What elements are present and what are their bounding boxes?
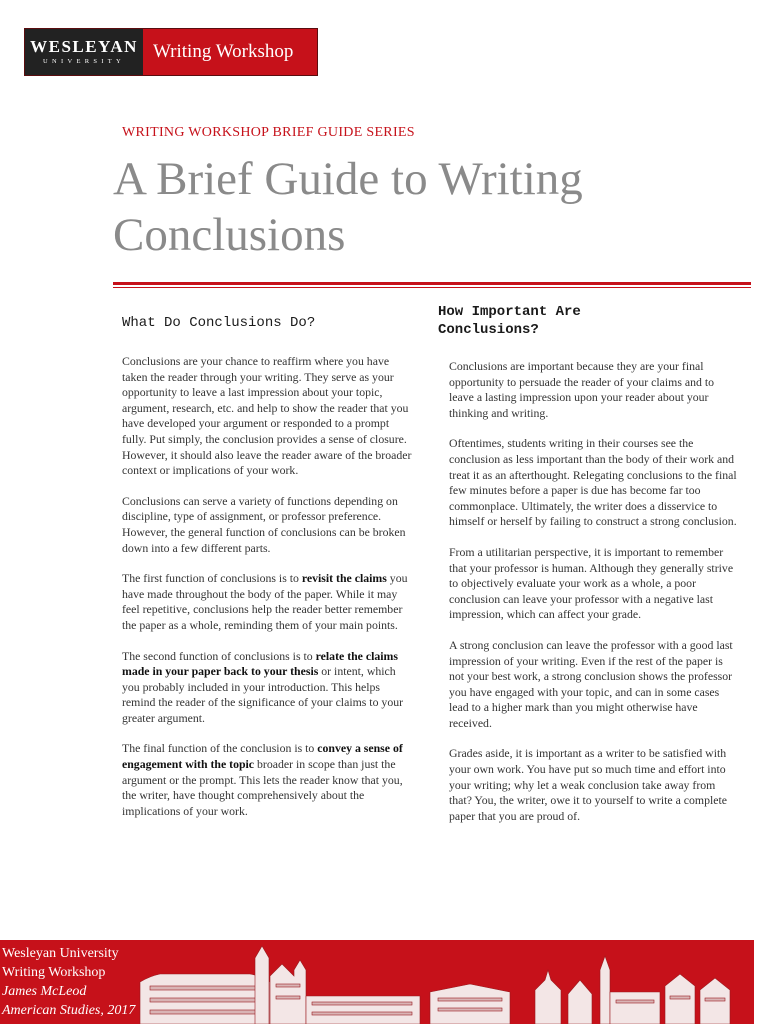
logo-wordmark (25, 29, 143, 75)
page-title (113, 151, 753, 263)
footer-line-1: Wesleyan University (2, 946, 119, 961)
left-paragraph-4 (122, 649, 412, 727)
text-run: broader in scope than just the argument or the prompt. This lets the reader know that you, the writer, have thought comprehensively about the implications of your work. (122, 757, 403, 818)
footer-banner (0, 940, 754, 1024)
right-paragraph-4: A strong conclusion can leave the professor with a good last impression of your writing. Even if the rest of the paper is not your best work, a strong conclusion shows the professor you have engaged with your topic, and can in some cases lead to a higher mark than you might otherwise have received. (449, 637, 733, 730)
footer-credits (2, 944, 135, 1020)
emphasis-text: convey a sense of engagement with the topic (122, 741, 403, 772)
right-paragraph-5: Grades aside, it is important as a writer to be satisfied with your own work. You have put so much time and effort into your writing; why let a weak conclusion take away from that? You, the writer, owe it to yourself to write a complete paper that you are proud of. (449, 746, 727, 823)
right-paragraph-2: Oftentimes, students writing in their courses see the conclusion as less important than the body of their work and treat it as an afterthought. Relegating conclusions to the final few minutes before a paper is due has become far too commonplace. Ultimately, the writer does a disservice to himself or herself by failing to construct a strong conclusion. (449, 436, 737, 529)
footer-line-4: American Studies, 2017 (2, 1003, 136, 1018)
logo-name: WESLEYAN (30, 37, 138, 56)
text-run: or intent, which you probably included in your introduction. This helps remind the reader of the significance of your claims to your greater argument. (122, 664, 404, 725)
text-run: The second function of conclusions is to (122, 648, 316, 663)
left-paragraph-2: Conclusions can serve a variety of functions depending on discipline, type of assignment, or professor preference. However, the general function of conclusions can be broken down into a few different parts. (122, 493, 406, 555)
logo-sub: UNIVERSITY (43, 58, 125, 65)
footer-line-2: Writing Workshop (2, 965, 106, 980)
series-label: WRITING WORKSHOP BRIEF GUIDE SERIES (122, 125, 415, 140)
left-paragraph-3 (122, 571, 412, 633)
right-heading-line-1: How Important Are (438, 304, 581, 320)
right-paragraph-3: From a utilitarian perspective, it is important to remember that your professor is human. Although they generally strive to objectively evaluate your work as a whole, a poor conclusion can leave your professor with a negative last impression, which can affect your grade. (449, 544, 734, 622)
right-heading-line-2: Conclusions? (438, 322, 539, 338)
title-line-1: A Brief Guide to Writing (113, 153, 583, 205)
text-run: The first function of conclusions is to (122, 571, 302, 586)
left-heading: What Do Conclusions Do? (122, 315, 316, 331)
wesleyan-logo (24, 28, 318, 76)
emphasis-text: relate the claims made in your paper back to your thesis (122, 648, 398, 679)
text-run: The final function of the conclusion is to (122, 741, 318, 756)
left-paragraph-5 (122, 741, 412, 819)
right-column (438, 303, 738, 839)
text-run: you have made throughout the body of the paper. While it may feel repetitive, conclusions help the reader better remember the paper as a whole, reminding them of your main points. (122, 571, 408, 632)
right-heading (438, 303, 738, 339)
right-paragraph-1: Conclusions are important because they are your final opportunity to persuade the reader of your claims and to leave a lasting impression upon your reader about your thinking and writing. (449, 359, 715, 420)
emphasis-text: revisit the claims (301, 571, 387, 586)
title-rule-thin (113, 287, 751, 288)
logo-tag: Writing Workshop (143, 29, 317, 75)
left-column (122, 314, 412, 834)
left-paragraph-1: Conclusions are your chance to reaffirm where you have taken the reader through your writing. They serve as your opportunity to leave a last impression about your topic, argument, research, etc. and help to show the reader that you have developed your argument or responded to a prompt fully. Put simply, the conclusion provides a sense of closure. However, it should also leave the reader aware of the broader context or implications of your work. (122, 354, 412, 478)
footer-line-3: James McLeod (2, 984, 87, 999)
title-line-2: Conclusions (113, 209, 346, 261)
title-rule-thick (113, 282, 751, 285)
